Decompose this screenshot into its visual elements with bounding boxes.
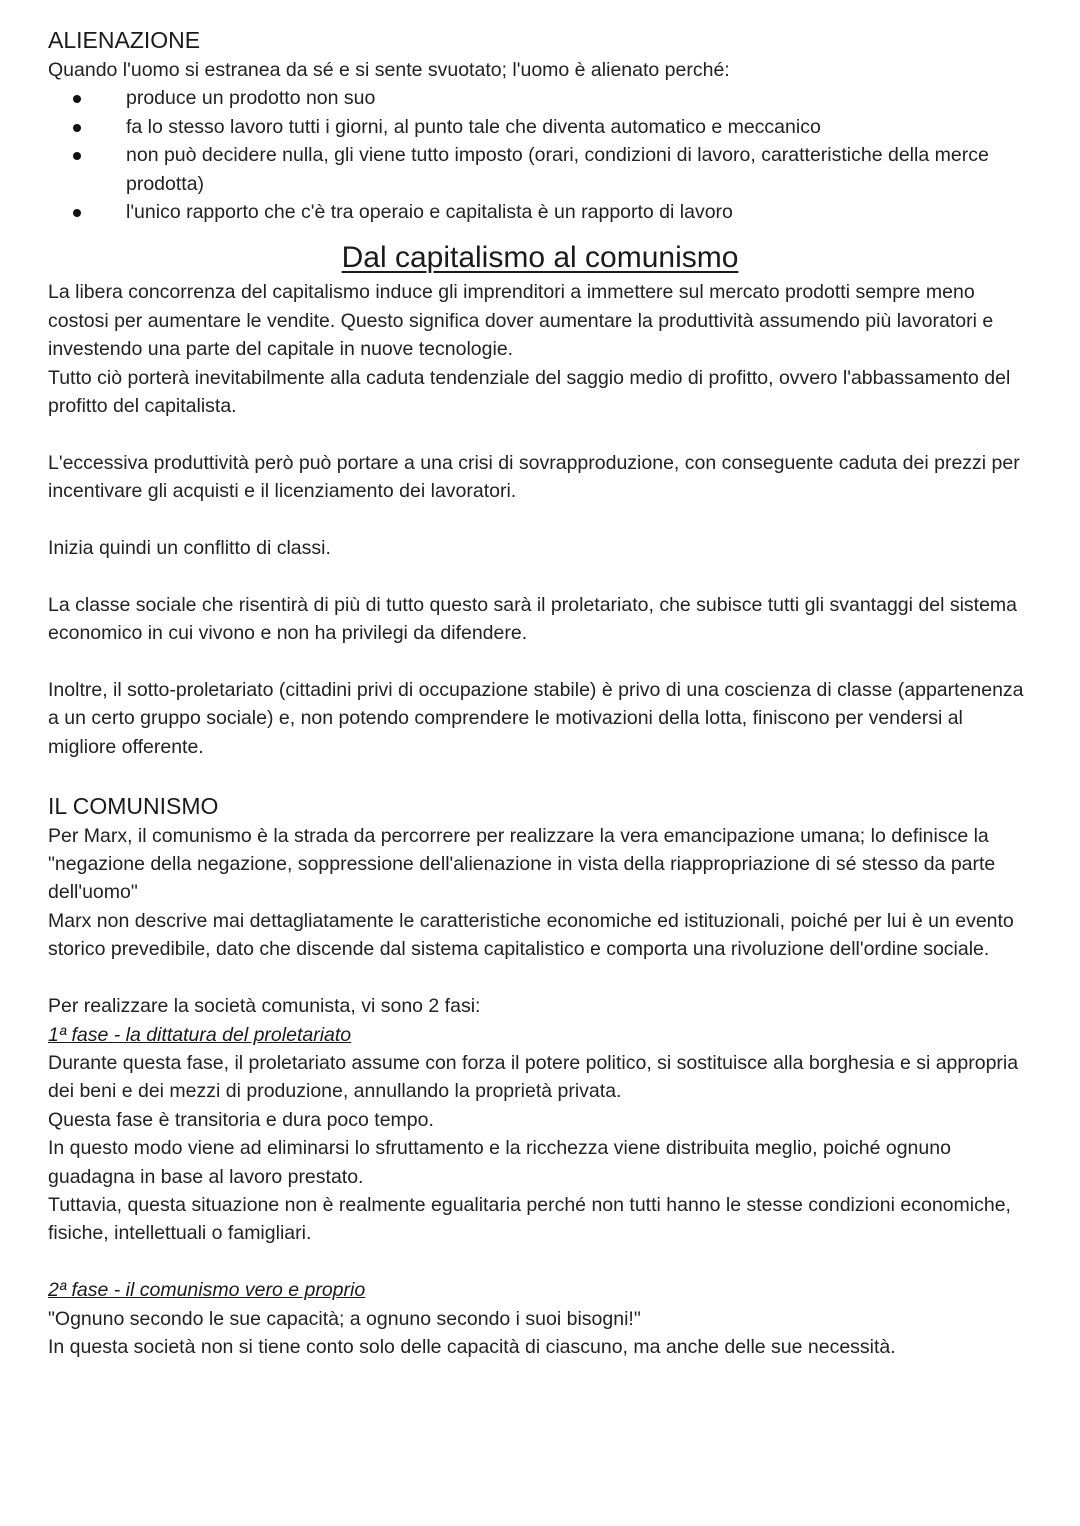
spacer	[48, 420, 1032, 448]
spacer	[48, 964, 1032, 992]
alienazione-bullet-list	[48, 84, 1032, 226]
bullet-item: l'unico rapporto che c'è tra operaio e capitalista è un rapporto di lavoro	[126, 198, 1032, 226]
bullet-item: produce un prodotto non suo	[126, 84, 1032, 112]
paragraph: In questo modo viene ad eliminarsi lo sfruttamento e la ricchezza viene distribuita meglio, poiché ognuno guadagna in base al lavoro prestato.	[48, 1137, 951, 1188]
paragraph: Inizia quindi un conflitto di classi.	[48, 537, 331, 560]
spacer	[48, 506, 1032, 534]
spacer	[48, 562, 1032, 590]
paragraph: Durante questa fase, il proletariato assume con forza il potere politico, si sostituisce alla borghesia e si appropria dei beni e dei mezzi di produzione, annullando la proprietà privata.	[48, 1051, 1019, 1103]
paragraph: In questa società non si tiene conto solo delle capacità di ciascuno, ma anche delle sue necessità.	[48, 1335, 896, 1358]
section-heading-comunismo: IL COMUNISMO	[48, 792, 219, 819]
alienazione-intro: Quando l'uomo si estranea da sé e si sente svuotato; l'uomo è alienato perché:	[48, 59, 730, 81]
bullet-item: non può decidere nulla, gli viene tutto imposto (orari, condizioni di lavoro, caratteristiche della merce prodotta)	[126, 141, 1032, 198]
subheading-fase-1: 1ª fase - la dittatura del proletariato	[48, 1023, 352, 1046]
quote: "Ognuno secondo le sue capacità; a ognuno secondo i suoi bisogni!"	[48, 1307, 641, 1330]
paragraph: L'eccessiva produttività però può portare a una crisi di sovrapproduzione, con conseguente caduta dei prezzi per incentivare gli acquisti e il licenziamento dei lavoratori.	[48, 451, 1020, 503]
paragraph: Inoltre, il sotto-proletariato (cittadini privi di occupazione stabile) è privo di una coscienza di classe (appartenenza a un certo gruppo sociale) e, non potendo comprendere le motivazioni della lotta, finiscono per vendersi al migliore offerente.	[48, 679, 1024, 758]
paragraph: Questa fase è transitoria e dura poco tempo.	[48, 1108, 434, 1131]
spacer	[48, 761, 1032, 789]
section-heading-alienazione: ALIENAZIONE	[48, 27, 201, 53]
spacer	[48, 1248, 1032, 1276]
paragraph: Tutto ciò porterà inevitabilmente alla caduta tendenziale del saggio medio di profitto, ovvero l'abbassamento del profitto del capitalista.	[48, 366, 1011, 418]
paragraph: Tuttavia, questa situazione non è realmente egualitaria perché non tutti hanno le stesse condizioni economiche, fisiche, intellettuali o famigliari.	[48, 1193, 1011, 1245]
paragraph: Marx non descrive mai dettagliatamente le caratteristiche economiche ed istituzionali, poiché per lui è un evento storico prevedibile, dato che discende dal sistema capitalistico e comporta una rivoluzione dell'ordine sociale.	[48, 909, 1014, 961]
spacer	[48, 648, 1032, 676]
page-title: Dal capitalismo al comunismo	[341, 241, 739, 275]
paragraph: Per realizzare la società comunista, vi sono 2 fasi:	[48, 995, 481, 1018]
bullet-item: fa lo stesso lavoro tutti i giorni, al punto tale che diventa automatico e meccanico	[126, 113, 1032, 141]
paragraph: La libera concorrenza del capitalismo induce gli imprenditori a immettere sul mercato prodotti sempre meno costosi per aumentare le vendite. Questo significa dover aumentare la produttività assumendo più lavoratori e investendo una parte del capitale in nuove tecnologie.	[48, 281, 994, 361]
paragraph: Per Marx, il comunismo è la strada da percorrere per realizzare la vera emancipazione umana; lo definisce la "negazione della negazione, soppressione dell'alienazione in vista della riappropriazione di sé stesso da parte dell'uomo"	[48, 824, 996, 904]
paragraph: La classe sociale che risentirà di più di tutto questo sarà il proletariato, che subisce tutti gli svantaggi del sistema economico in cui vivono e non ha privilegi da difendere.	[48, 593, 1018, 645]
subheading-fase-2: 2ª fase - il comunismo vero e proprio	[48, 1279, 366, 1302]
